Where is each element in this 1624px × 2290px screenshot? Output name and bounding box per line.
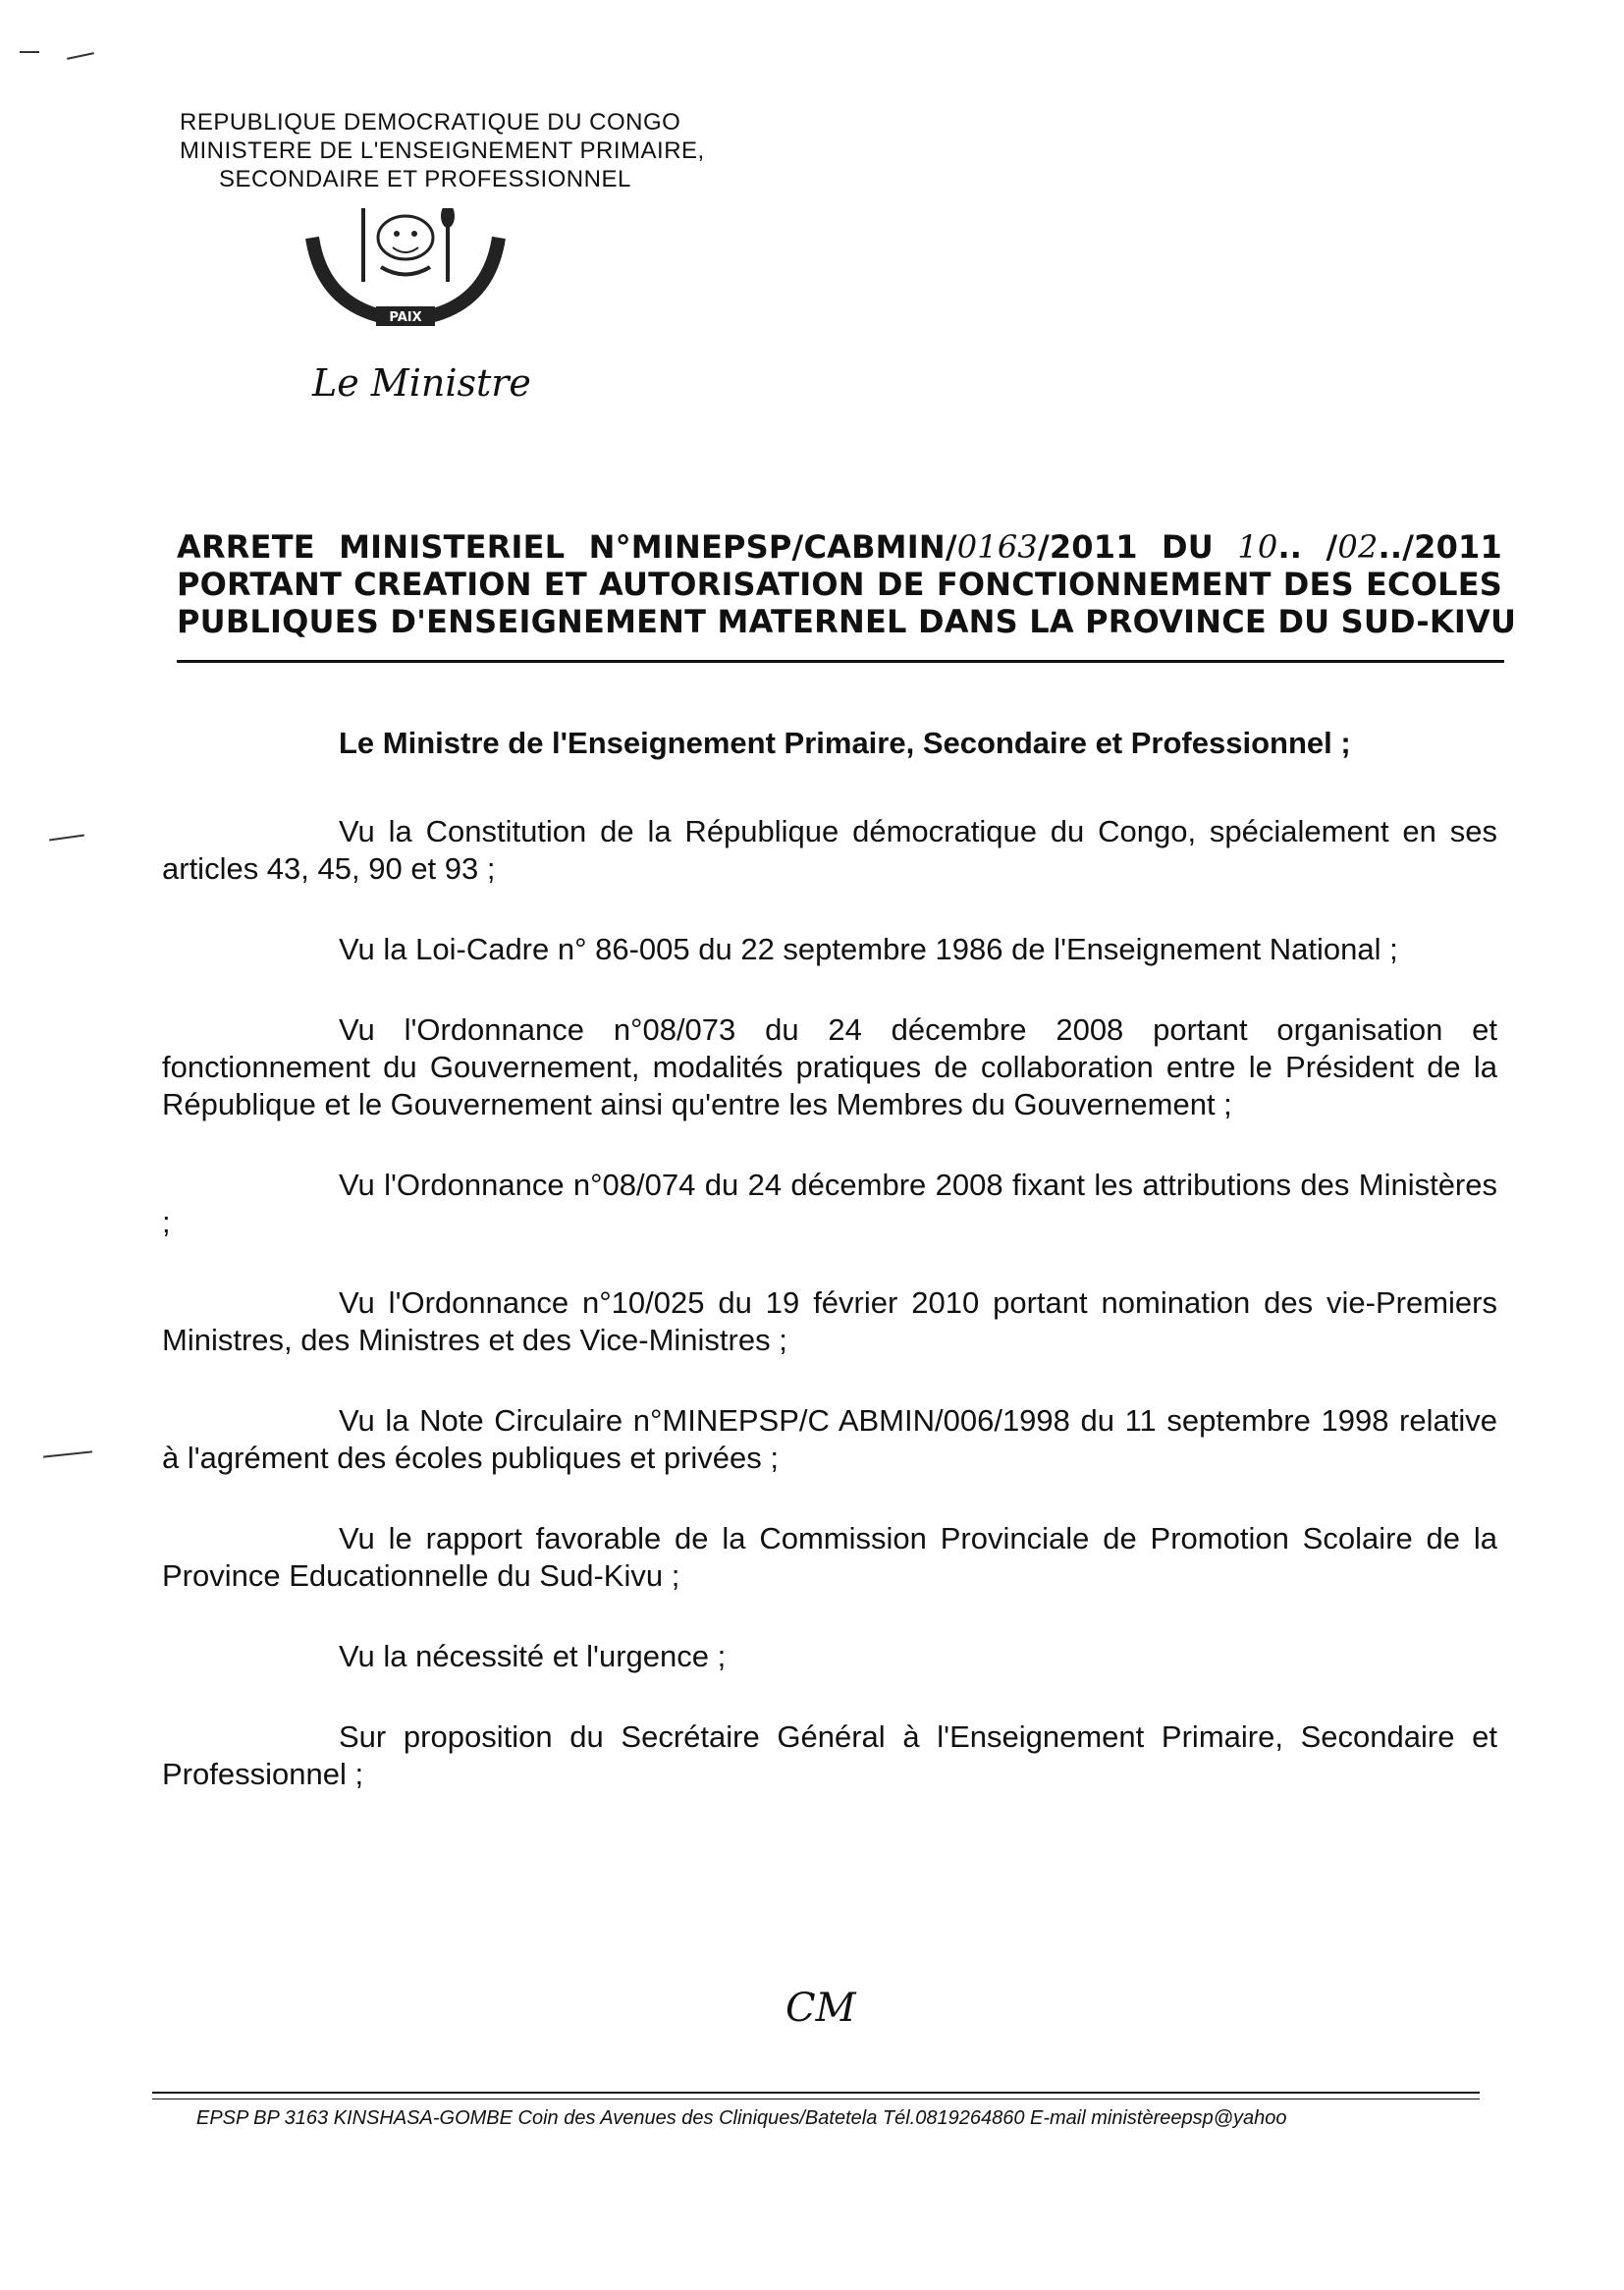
preamble-paragraph: Vu l'Ordonnance n°08/074 du 24 décembre 2008 fixant les attributions des Ministères ; [162,1168,1497,1239]
handwritten-day: 10 [1237,528,1278,566]
decree-title-line1: ARRETE MINISTERIEL N°MINEPSP/CABMIN/0163/2011 DU 10.. /02../2011 [177,528,1502,566]
preamble-lead: Le Ministre de l'Enseignement Primaire, Secondaire et Professionnel ; [339,726,1351,760]
decree-title [177,528,1517,640]
decree-body [162,725,1497,1836]
handwritten-number: 0163 [956,528,1038,566]
scan-mark [49,835,84,842]
preamble-paragraph: Vu le rapport favorable de la Commission Provinciale de Promotion Scolaire de la Province Educationnelle du Sud-Kivu ; [162,1521,1497,1593]
preamble-paragraph: Vu la Loi-Cadre n° 86-005 du 22 septembre 1986 de l'Enseignement National ; [339,932,1398,966]
drc-coat-of-arms-icon [302,208,509,336]
preamble-paragraph: Vu l'Ordonnance n°08/073 du 24 décembre 2008 portant organisation et fonctionnement du Gouvernement, modalités pratiques de collaboration entre le Président de la République et le Gouvernement ainsi qu'entre les Membres du Gouvernement ; [162,1012,1497,1121]
scan-mark [20,51,39,53]
handwritten-month: 02 [1337,528,1379,566]
letterhead-country: REPUBLIQUE DEMOCRATIQUE DU CONGO [180,109,681,136]
letterhead-ministry: MINISTERE DE L'ENSEIGNEMENT PRIMAIRE, [180,137,705,164]
preamble-paragraph: Vu la Note Circulaire n°MINEPSP/C ABMIN/006/1998 du 11 septembre 1998 relative à l'agrément des écoles publiques et privées ; [162,1403,1497,1475]
scan-mark [67,52,94,60]
decree-title-line2: PORTANT CREATION ET AUTORISATION DE FONCTIONNEMENT DES ECOLES [177,566,1502,603]
letterhead [180,108,705,193]
svg-text:PAIX: PAIX [389,310,422,325]
footer-rule [152,2092,1480,2094]
preamble-paragraph: Vu l'Ordonnance n°10/025 du 19 février 2010 portant nomination des vie-Premiers Ministres, des Ministres et des Vice-Ministres ; [162,1285,1497,1357]
footer-address: EPSP BP 3163 KINSHASA-GOMBE Coin des Avenues des Cliniques/Batetela Tél.0819264860 E-mail ministèreepsp@yahoo [196,2107,1287,2129]
letterhead-ministry-cont: SECONDAIRE ET PROFESSIONNEL [219,166,631,192]
preamble-paragraph: Sur proposition du Secrétaire Général à l'Enseignement Primaire, Secondaire et Professionnel ; [162,1719,1497,1791]
minister-signature-title: Le Ministre [312,361,531,405]
handwritten-initials: CM [785,1986,856,2031]
scan-mark [43,1450,92,1457]
preamble-paragraph: Vu la nécessité et l'urgence ; [339,1639,727,1673]
preamble-paragraph: Vu la Constitution de la République démocratique du Congo, spécialement en ses articles 43, 45, 90 et 93 ; [162,814,1497,886]
title-underline [177,660,1504,663]
decree-title-line3: PUBLIQUES D'ENSEIGNEMENT MATERNEL DANS LA PROVINCE DU SUD-KIVU [177,603,1517,640]
